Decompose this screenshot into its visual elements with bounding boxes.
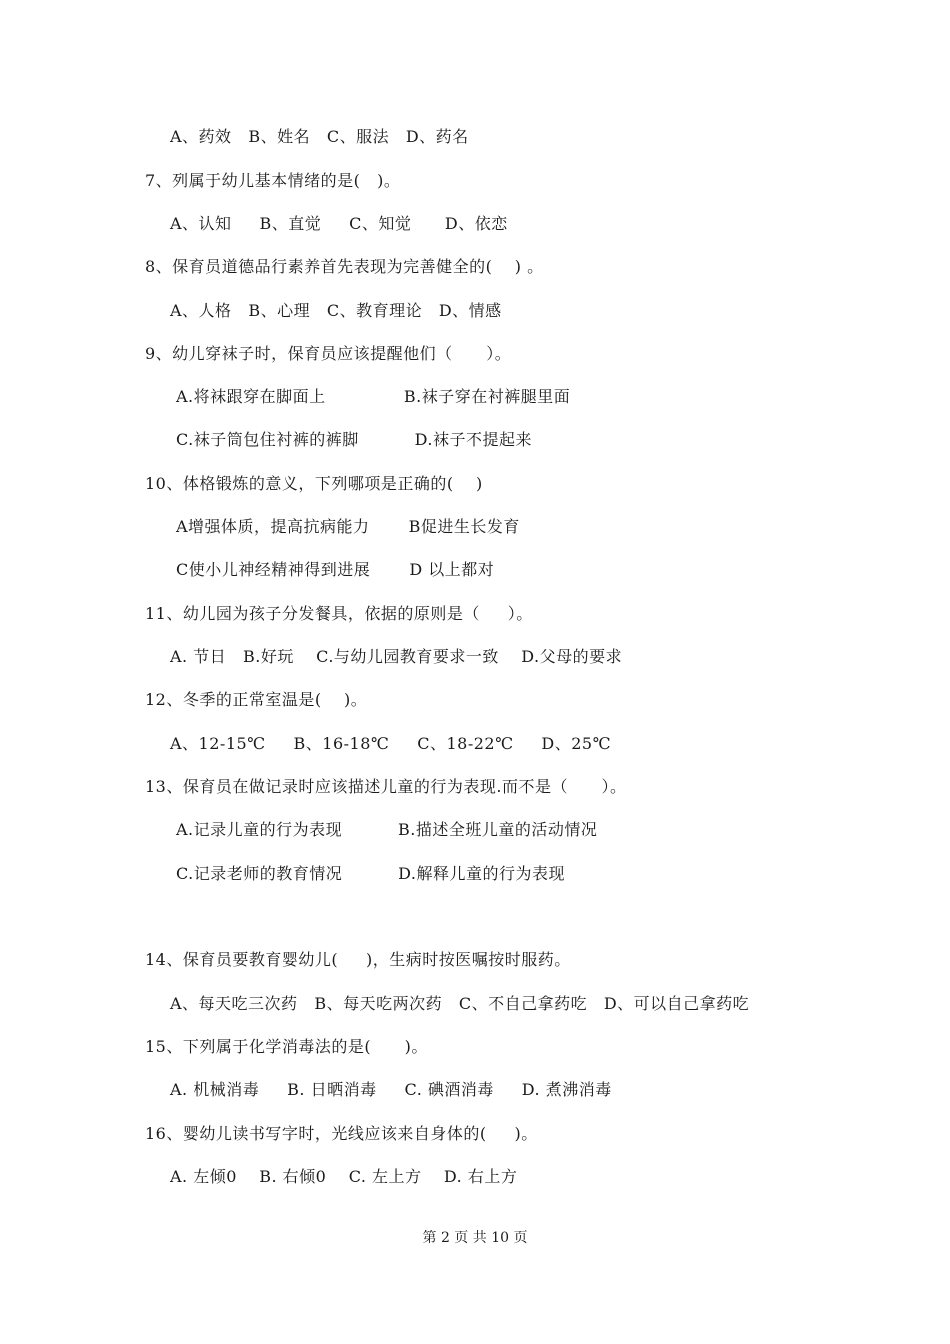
question-10: 10、体格锻炼的意义，下列哪项是正确的( ) [145, 474, 483, 493]
q10-options-row2: C使小儿神经精神得到进展 D 以上都对 [176, 560, 495, 579]
q12-options: A、12-15℃ B、16-18℃ C、18-22℃ D、25℃ [170, 734, 612, 753]
q16-options: A. 左倾0 B. 右倾0 C. 左上方 D. 右上方 [170, 1167, 518, 1186]
question-13: 13、保育员在做记录时应该描述儿童的行为表现.而不是（ ）。 [145, 777, 627, 796]
question-15: 15、下列属于化学消毒法的是( )。 [145, 1037, 428, 1056]
q7-options: A、认知 B、直觉 C、知觉 D、依恋 [170, 214, 508, 233]
question-12: 12、冬季的正常室温是( )。 [145, 690, 368, 709]
q10-options-row1: A增强体质，提高抗病能力 B促进生长发育 [176, 517, 520, 536]
q9-options-row2: C.袜子筒包住衬裤的裤脚 D.袜子不提起来 [176, 430, 532, 449]
q13-options-row2: C.记录老师的教育情况 D.解释儿童的行为表现 [176, 864, 565, 883]
q6-options: A、药效 B、姓名 C、服法 D、药名 [170, 127, 469, 146]
question-7: 7、列属于幼儿基本情绪的是( )。 [145, 171, 401, 190]
q14-options: A、每天吃三次药 B、每天吃两次药 C、不自己拿药吃 D、可以自己拿药吃 [170, 994, 750, 1013]
question-14: 14、保育员要教育婴幼儿( )，生病时按医嘱按时服药。 [145, 950, 571, 969]
question-16: 16、婴幼儿读书写字时，光线应该来自身体的( )。 [145, 1124, 538, 1143]
question-8: 8、保育员道德品行素养首先表现为完善健全的( ) 。 [145, 257, 544, 276]
q13-options-row1: A.记录儿童的行为表现 B.描述全班儿童的活动情况 [176, 820, 598, 839]
q9-options-row1: A.将袜跟穿在脚面上 B.袜子穿在衬裤腿里面 [176, 387, 571, 406]
question-9: 9、幼儿穿袜子时，保育员应该提醒他们（ ）。 [145, 344, 512, 363]
q8-options: A、人格 B、心理 C、教育理论 D、情感 [170, 301, 502, 320]
q15-options: A. 机械消毒 B. 日晒消毒 C. 碘酒消毒 D. 煮沸消毒 [170, 1080, 612, 1099]
page-footer: 第 2 页 共 10 页 [422, 1230, 528, 1246]
question-11: 11、幼儿园为孩子分发餐具，依据的原则是（ ）。 [145, 604, 533, 623]
q11-options: A. 节日 B.好玩 C.与幼儿园教育要求一致 D.父母的要求 [170, 647, 623, 666]
